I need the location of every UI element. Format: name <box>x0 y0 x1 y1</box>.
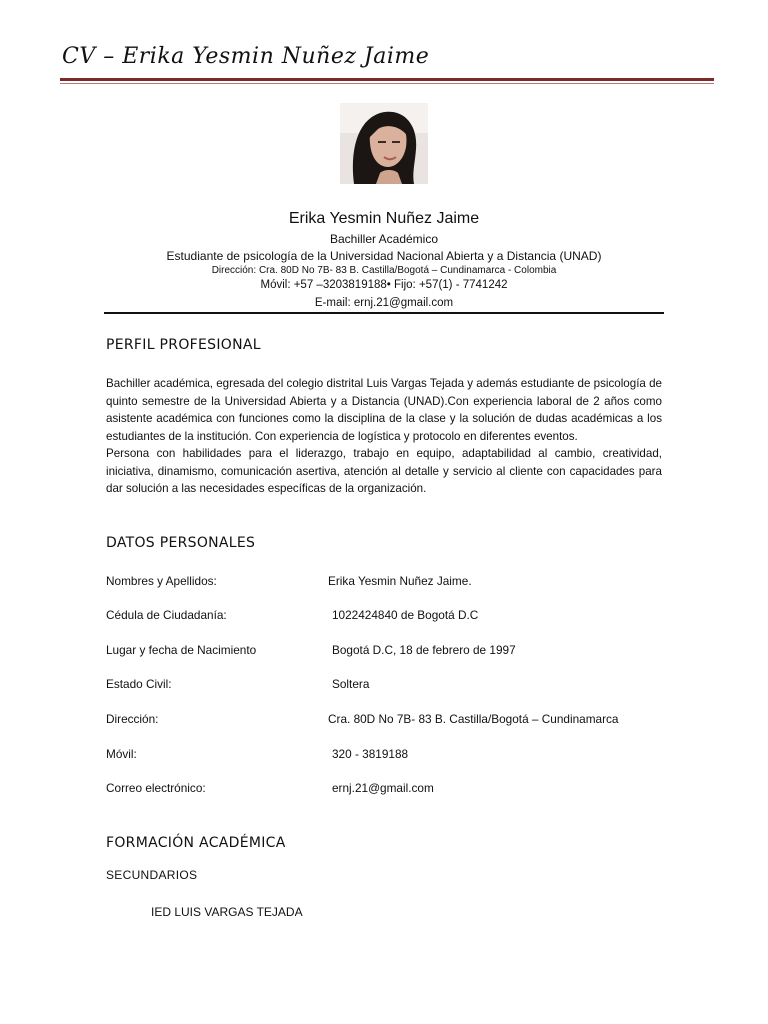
contact-divider <box>104 312 664 314</box>
contact-phone-line <box>104 279 664 291</box>
address-label: Dirección: <box>211 265 257 276</box>
document-title: CV – Erika Yesmin Nuñez Jaime <box>62 44 430 69</box>
contact-address-line <box>104 265 664 276</box>
email-label: E-mail: <box>314 297 351 309</box>
header-divider-thin <box>60 83 714 84</box>
education-heading: FORMACIÓN ACADÉMICA <box>106 835 286 851</box>
personal-value-email: ernj.21@gmail.com <box>332 781 434 795</box>
candidate-name: Erika Yesmin Nuñez Jaime <box>288 210 480 227</box>
fixed-label: Fijo: <box>394 279 416 291</box>
personal-label-id: Cédula de Ciudadanía: <box>106 608 227 622</box>
personal-label-mobile: Móvil: <box>106 747 137 761</box>
personal-value-mobile: 320 - 3819188 <box>332 747 409 761</box>
mobile-value: +57 –3203819188• <box>293 279 391 291</box>
profile-heading: PERFIL PROFESIONAL <box>106 337 261 353</box>
contact-email-line <box>104 297 664 309</box>
mobile-label: Móvil: <box>260 279 291 291</box>
email-value: ernj.21@gmail.com <box>353 297 454 309</box>
personal-label-civil: Estado Civil: <box>106 677 172 691</box>
profile-photo <box>340 103 428 184</box>
candidate-degree: Bachiller Académico <box>329 232 439 246</box>
personal-label-birth: Lugar y fecha de Nacimiento <box>106 643 257 657</box>
personal-label-email: Correo electrónico: <box>106 781 206 795</box>
profile-paragraph-2: Persona con habilidades para el liderazgo, trabajo en equipo, adaptabilidad al cambio, creatividad, iniciativa, dinamismo, comunicación asertiva, atención al detalle y servicio al cliente con capacidades para dar solución a las necesidades específicas de la organización. <box>106 447 662 495</box>
education-school: IED LUIS VARGAS TEJADA <box>151 905 303 919</box>
candidate-study: Estudiante de psicología de la Universidad Nacional Abierta y a Distancia (UNAD) <box>166 249 602 263</box>
personal-value-birth: Bogotá D.C, 18 de febrero de 1997 <box>332 643 516 657</box>
personal-label-address: Dirección: <box>106 712 159 726</box>
personal-value-name: Erika Yesmin Nuñez Jaime. <box>328 574 472 588</box>
profile-text <box>106 375 662 498</box>
address-value: Cra. 80D No 7B- 83 B. Castilla/Bogotá – Cundinamarca - Colombia <box>258 265 557 276</box>
education-level: SECUNDARIOS <box>106 868 198 882</box>
profile-paragraph-1: Bachiller académica, egresada del colegio distrital Luis Vargas Tejada y además estudiante de psicología de quinto semestre de la Universidad Abierta y a Distancia (UNAD).Con experiencia laboral de 2 años como asistente académica con funciones como la disciplina de la clase y la solución de dudas académicas a los estudiantes de la institución. Con experiencia de logística y protocolo en diferentes eventos. <box>106 377 662 443</box>
personal-value-civil: Soltera <box>332 677 370 691</box>
personal-value-id: 1022424840 de Bogotá D.C <box>332 608 479 622</box>
personal-value-address: Cra. 80D No 7B- 83 B. Castilla/Bogotá – Cundinamarca <box>328 712 619 726</box>
personal-label-name: Nombres y Apellidos: <box>106 574 217 588</box>
fixed-value: +57(1) - 7741242 <box>418 279 508 291</box>
personal-heading: DATOS PERSONALES <box>106 535 256 551</box>
header-divider <box>60 78 714 81</box>
